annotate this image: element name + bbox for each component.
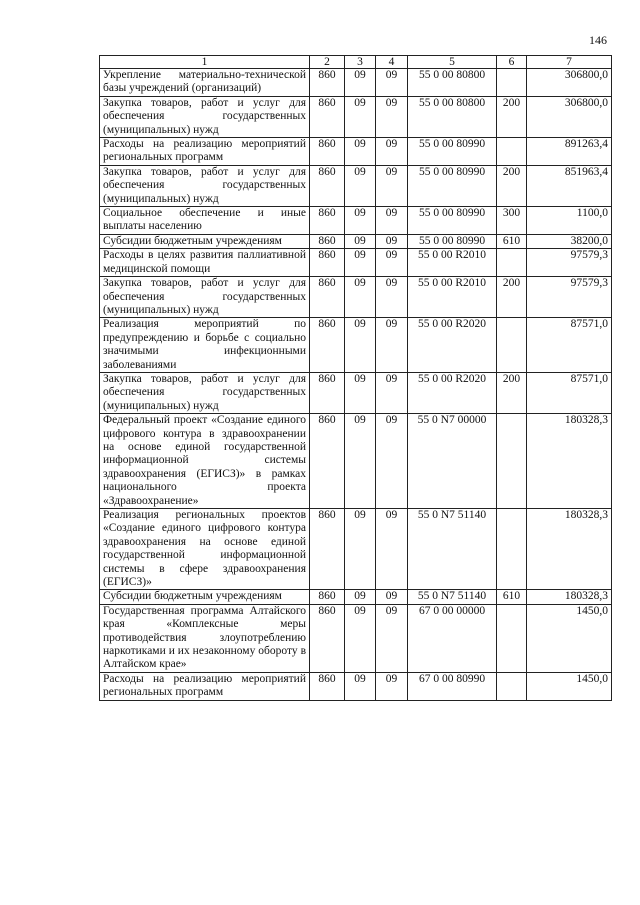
ministry-code: 860 [310,414,345,509]
table-row [100,672,612,700]
subsection-code: 09 [376,590,408,604]
row-name: Федеральный проект «Создание единого цифрового контура в здравоохранении на основе единой государственной информационной системы здравоохранения (ЕГИСЗ)» в рамках национального проекта «Здравоохранение» [100,414,310,509]
table-row [100,96,612,137]
expense-type-code: 200 [497,96,527,137]
table-header-row [100,56,612,69]
amount: 891263,4 [527,138,612,166]
target-article-code: 55 0 00 R2010 [408,277,497,318]
amount: 97579,3 [527,277,612,318]
section-code: 09 [345,96,376,137]
amount: 306800,0 [527,96,612,137]
target-article-code: 55 0 00 R2020 [408,372,497,413]
ministry-code: 860 [310,372,345,413]
row-name: Субсидии бюджетным учреждениям [100,590,310,604]
subsection-code: 09 [376,372,408,413]
subsection-code: 09 [376,165,408,206]
column-header: 3 [345,56,376,69]
ministry-code: 860 [310,672,345,700]
row-name: Государственная программа Алтайского края «Комплексные меры противодействия злоупотреблению наркотиками и их незаконному обороту в Алтайском крае» [100,604,310,672]
section-code: 09 [345,590,376,604]
target-article-code: 55 0 N7 51140 [408,509,497,590]
table-row [100,318,612,373]
target-article-code: 55 0 00 80800 [408,69,497,97]
ministry-code: 860 [310,590,345,604]
ministry-code: 860 [310,207,345,235]
row-name: Расходы на реализацию мероприятий региональных программ [100,672,310,700]
expense-type-code: 200 [497,165,527,206]
subsection-code: 09 [376,234,408,248]
section-code: 09 [345,277,376,318]
table-row [100,604,612,672]
ministry-code: 860 [310,69,345,97]
section-code: 09 [345,414,376,509]
row-name: Расходы на реализацию мероприятий региональных программ [100,138,310,166]
target-article-code: 55 0 00 80990 [408,207,497,235]
ministry-code: 860 [310,509,345,590]
table-row [100,69,612,97]
expense-type-code [497,249,527,277]
amount: 306800,0 [527,69,612,97]
amount: 1100,0 [527,207,612,235]
amount: 180328,3 [527,590,612,604]
subsection-code: 09 [376,207,408,235]
target-article-code: 67 0 00 00000 [408,604,497,672]
section-code: 09 [345,69,376,97]
amount: 180328,3 [527,509,612,590]
ministry-code: 860 [310,604,345,672]
column-header: 1 [100,56,310,69]
page-number: 146 [589,33,607,47]
ministry-code: 860 [310,234,345,248]
column-header: 6 [497,56,527,69]
expense-type-code: 610 [497,590,527,604]
target-article-code: 55 0 00 80990 [408,165,497,206]
expense-type-code [497,509,527,590]
table-body [100,69,612,701]
table-row [100,509,612,590]
subsection-code: 09 [376,414,408,509]
budget-table [99,55,612,701]
expense-type-code: 610 [497,234,527,248]
row-name: Закупка товаров, работ и услуг для обеспечения государственных (муниципальных) нужд [100,277,310,318]
subsection-code: 09 [376,138,408,166]
column-header: 2 [310,56,345,69]
subsection-code: 09 [376,96,408,137]
row-name: Субсидии бюджетным учреждениям [100,234,310,248]
expense-type-code: 300 [497,207,527,235]
subsection-code: 09 [376,509,408,590]
amount: 87571,0 [527,372,612,413]
expense-type-code [497,414,527,509]
table-row [100,414,612,509]
row-name: Закупка товаров, работ и услуг для обеспечения государственных (муниципальных) нужд [100,165,310,206]
expense-type-code: 200 [497,372,527,413]
amount: 1450,0 [527,604,612,672]
amount: 1450,0 [527,672,612,700]
table-row [100,165,612,206]
section-code: 09 [345,372,376,413]
table-row [100,234,612,248]
subsection-code: 09 [376,277,408,318]
subsection-code: 09 [376,69,408,97]
amount: 97579,3 [527,249,612,277]
amount: 87571,0 [527,318,612,373]
row-name: Реализация мероприятий по предупреждению и борьбе с социально значимыми инфекционными заболеваниями [100,318,310,373]
section-code: 09 [345,604,376,672]
amount: 180328,3 [527,414,612,509]
expense-type-code [497,69,527,97]
table-row [100,249,612,277]
row-name: Закупка товаров, работ и услуг для обеспечения государственных (муниципальных) нужд [100,96,310,137]
subsection-code: 09 [376,672,408,700]
expense-type-code [497,138,527,166]
column-header: 4 [376,56,408,69]
column-header: 7 [527,56,612,69]
ministry-code: 860 [310,277,345,318]
row-name: Укрепление материально-технической базы учреждений (организаций) [100,69,310,97]
subsection-code: 09 [376,318,408,373]
ministry-code: 860 [310,138,345,166]
expense-type-code [497,672,527,700]
ministry-code: 860 [310,165,345,206]
table-row [100,372,612,413]
expense-type-code: 200 [497,277,527,318]
row-name: Социальное обеспечение и иные выплаты населению [100,207,310,235]
column-header: 5 [408,56,497,69]
target-article-code: 55 0 00 R2010 [408,249,497,277]
row-name: Расходы в целях развития паллиативной медицинской помощи [100,249,310,277]
subsection-code: 09 [376,604,408,672]
row-name: Реализация региональных проектов «Создание единого цифрового контура здравоохранения на основе единой государственной информационной системы в сфере здравоохранения (ЕГИСЗ)» [100,509,310,590]
table-row [100,590,612,604]
section-code: 09 [345,318,376,373]
section-code: 09 [345,165,376,206]
row-name: Закупка товаров, работ и услуг для обеспечения государственных (муниципальных) нужд [100,372,310,413]
section-code: 09 [345,207,376,235]
section-code: 09 [345,234,376,248]
amount: 851963,4 [527,165,612,206]
target-article-code: 55 0 00 80990 [408,234,497,248]
target-article-code: 55 0 N7 51140 [408,590,497,604]
section-code: 09 [345,249,376,277]
section-code: 09 [345,509,376,590]
table-row [100,277,612,318]
target-article-code: 55 0 N7 00000 [408,414,497,509]
table-row [100,138,612,166]
table-row [100,207,612,235]
target-article-code: 67 0 00 80990 [408,672,497,700]
section-code: 09 [345,138,376,166]
section-code: 09 [345,672,376,700]
expense-type-code [497,318,527,373]
ministry-code: 860 [310,249,345,277]
subsection-code: 09 [376,249,408,277]
ministry-code: 860 [310,96,345,137]
target-article-code: 55 0 00 80800 [408,96,497,137]
amount: 38200,0 [527,234,612,248]
expense-type-code [497,604,527,672]
target-article-code: 55 0 00 R2020 [408,318,497,373]
target-article-code: 55 0 00 80990 [408,138,497,166]
ministry-code: 860 [310,318,345,373]
